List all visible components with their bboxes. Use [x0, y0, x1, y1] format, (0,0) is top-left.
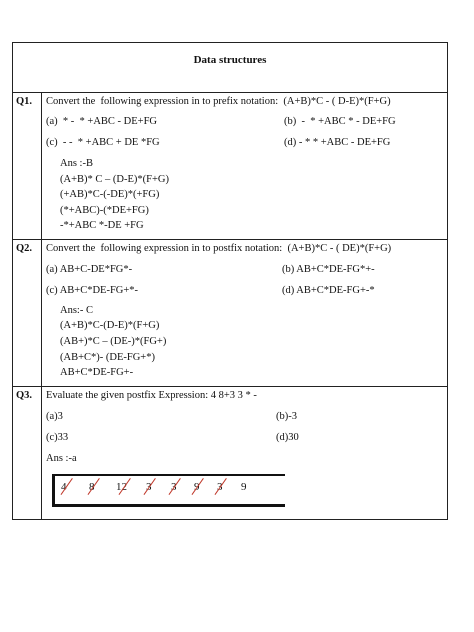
q1-step: (A+B)* C – (D-E)*(F+G) [60, 174, 169, 185]
q2-option-a: (a) AB+C-DE*FG*- [46, 264, 133, 275]
q1-option-b: (b) - * +ABC * - DE+FG [284, 116, 396, 127]
q2-question: Convert the following expression in to postfix notation: (A+B)*C - ( DE)*(F+G) [46, 243, 392, 254]
q2-option-d: (d) AB+C*DE-FG+-* [282, 285, 375, 296]
stack-value: 4 [61, 481, 67, 493]
stack-trace-box [52, 474, 285, 507]
q1-answer: Ans :-B [60, 158, 93, 169]
q2-step: (AB+C*)- (DE-FG+*) [60, 352, 155, 363]
q2-option-c: (c) AB+C*DE-FG+*- [46, 285, 139, 296]
row-divider [12, 386, 448, 387]
q1-number: Q1. [16, 96, 33, 107]
q3-option-c: (c)33 [46, 432, 69, 443]
q3-question: Evaluate the given postfix Expression: 4 8+3 3 * - [46, 390, 257, 401]
column-divider [41, 92, 42, 519]
q3-number: Q3. [16, 390, 33, 401]
page-title: Data structures [193, 54, 267, 66]
stack-value: 9 [241, 481, 247, 493]
q2-option-b: (b) AB+C*DE-FG*+- [282, 264, 375, 275]
q1-step: -*+ABC *-DE +FG [60, 220, 144, 231]
stack-value: 3 [146, 481, 152, 493]
q2-step: (AB+)*C – (DE-)*(FG+) [60, 336, 167, 347]
stack-value: 9 [194, 481, 200, 493]
q2-step: AB+C*DE-FG+- [60, 367, 134, 378]
q1-option-c: (c) - - * +ABC + DE *FG [46, 137, 160, 148]
q2-step: (A+B)*C-(D-E)*(F+G) [60, 320, 160, 331]
stack-value: 12 [116, 481, 127, 493]
q2-number: Q2. [16, 243, 33, 254]
q1-question: Convert the following expression in to prefix notation: (A+B)*C - ( D-E)*(F+G) [46, 96, 391, 107]
q1-step: (*+ABC)-(*DE+FG) [60, 205, 149, 216]
q1-option-a: (a) * - * +ABC - DE+FG [46, 116, 157, 127]
q2-answer: Ans:- C [60, 305, 93, 316]
row-divider [12, 239, 448, 240]
q3-option-b: (b)-3 [276, 411, 297, 422]
stack-value: 3 [171, 481, 177, 493]
q1-option-d: (d) - * * +ABC - DE+FG [284, 137, 391, 148]
q1-step: (+AB)*C-(-DE)*(+FG) [60, 189, 160, 200]
stack-value: 8 [89, 481, 95, 493]
stack-value: 3 [217, 481, 223, 493]
row-divider [12, 92, 448, 93]
q3-option-a: (a)3 [46, 411, 63, 422]
question-table [12, 42, 448, 520]
q3-option-d: (d)30 [276, 432, 299, 443]
q3-answer: Ans :-a [46, 453, 77, 464]
